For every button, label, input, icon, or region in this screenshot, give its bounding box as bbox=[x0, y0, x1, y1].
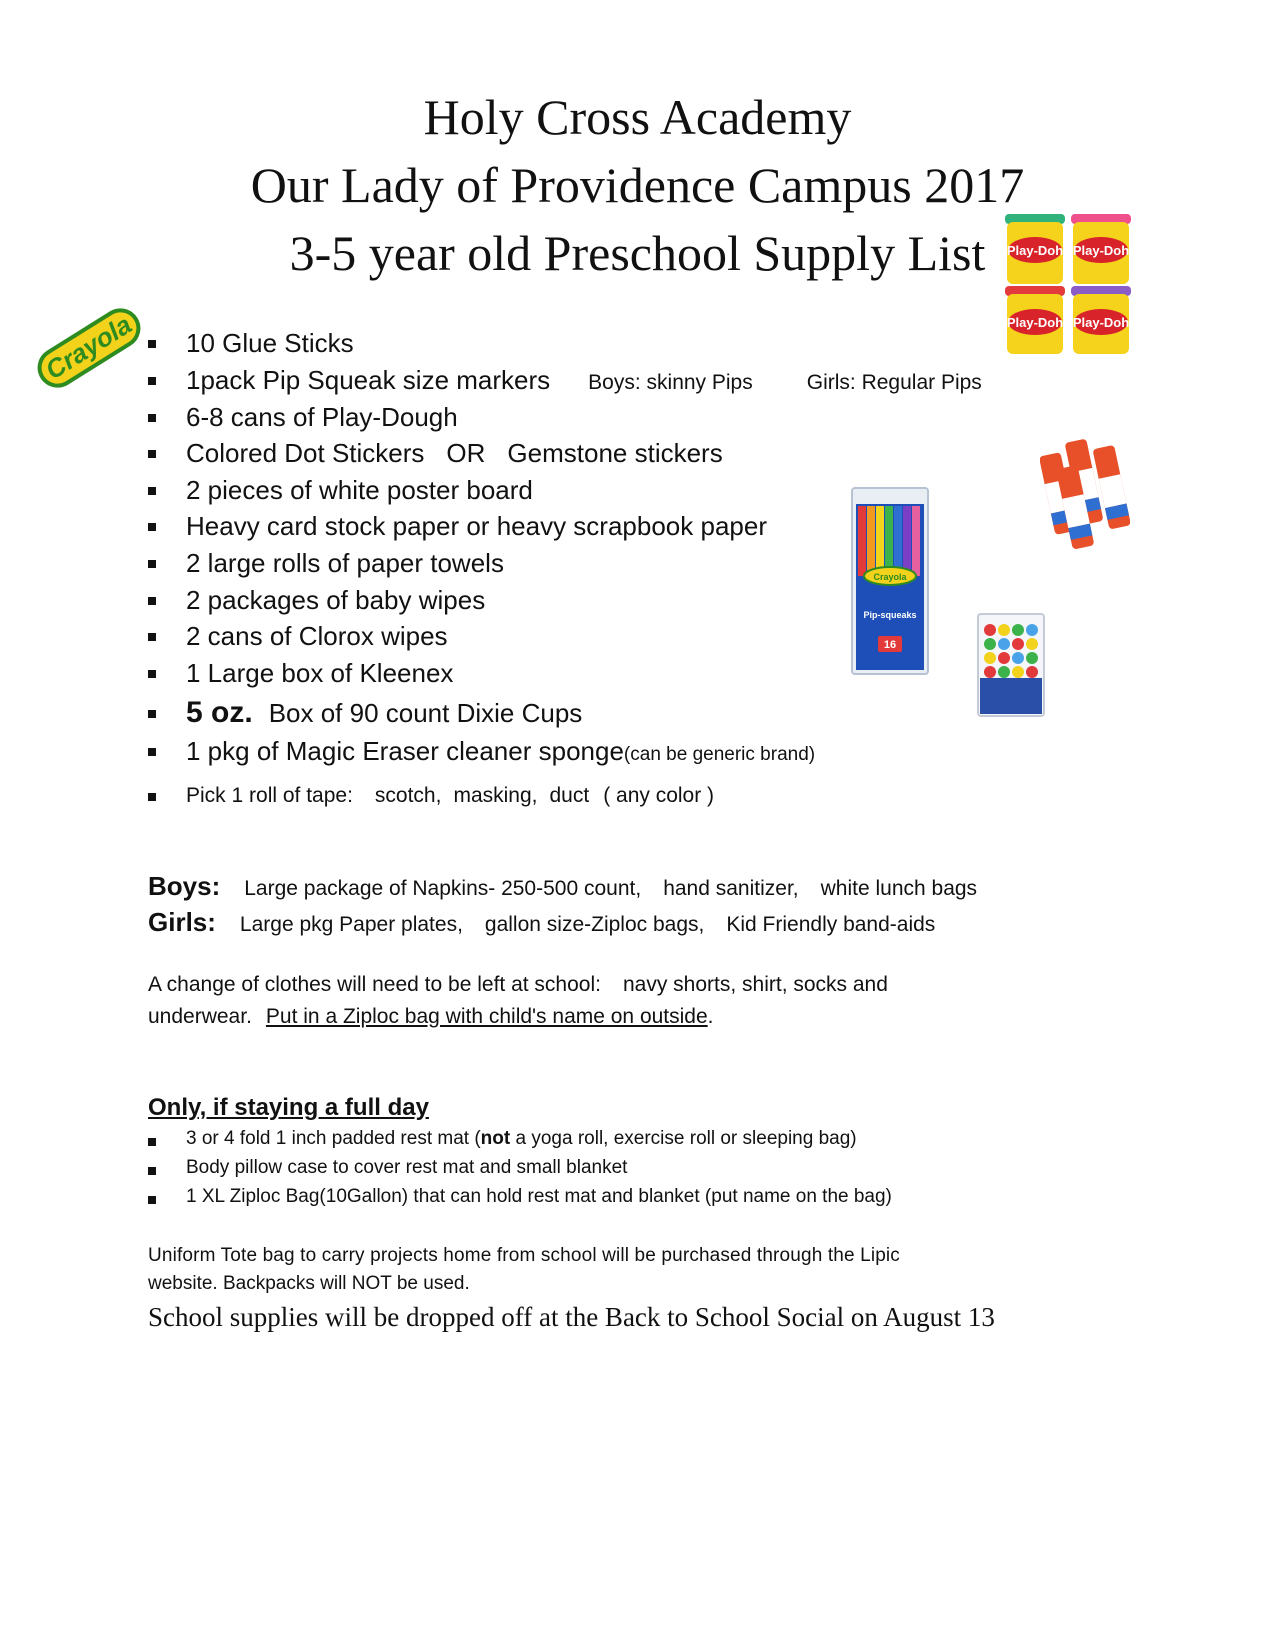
stickers-or: OR bbox=[446, 438, 486, 468]
girls-line bbox=[148, 906, 935, 941]
girls-item-3: Kid Friendly band-aids bbox=[726, 913, 936, 936]
pipsqueaks-brand: Crayola bbox=[873, 572, 907, 582]
cups-text: Box of 90 count Dixie Cups bbox=[268, 698, 583, 728]
tape-option-masking: masking, bbox=[453, 784, 538, 807]
dot-stickers-image bbox=[976, 612, 1046, 718]
markers-boys-note: Boys: skinny Pips bbox=[588, 371, 753, 394]
title-line-1: Holy Cross Academy bbox=[423, 89, 852, 145]
tape-option-duct: duct bbox=[549, 784, 590, 807]
dropoff-note: School supplies will be dropped off at the Back to School Social on August 13 bbox=[148, 1302, 995, 1332]
pipsqueaks-count: 16 bbox=[883, 639, 897, 651]
full-day-heading: Only, if staying a full day bbox=[148, 1094, 429, 1121]
markers-girls-note: Girls: Regular Pips bbox=[806, 371, 982, 394]
tape-any-color: ( any color ) bbox=[603, 784, 715, 807]
eraser-text: 1 pkg of Magic Eraser cleaner sponge bbox=[186, 736, 624, 766]
cups-size: 5 oz. bbox=[186, 696, 253, 729]
girls-label: Girls: bbox=[148, 907, 216, 937]
tape-option-scotch: scotch, bbox=[374, 784, 442, 807]
eraser-note: (can be generic brand) bbox=[623, 744, 816, 765]
stickers-option-1: Colored Dot Stickers bbox=[186, 438, 425, 468]
glue-sticks-image bbox=[1040, 436, 1130, 556]
boys-label: Boys: bbox=[148, 871, 221, 901]
playdoh-cans-image bbox=[1003, 210, 1133, 358]
crayola-logo-text: Crayola bbox=[40, 309, 137, 386]
boys-item-2: hand sanitizer, bbox=[663, 877, 799, 900]
markers-item-text: 1pack Pip Squeak size markers bbox=[186, 365, 551, 395]
boys-item-3: white lunch bags bbox=[820, 877, 978, 900]
pipsqueaks-markers-image bbox=[850, 486, 930, 676]
boys-item-1: Large package of Napkins- 250-500 count, bbox=[244, 877, 642, 900]
title-line-2: Our Lady of Providence Campus 2017 bbox=[250, 157, 1025, 213]
stickers-option-2: Gemstone stickers bbox=[507, 438, 723, 468]
clothes-line-1: A change of clothes will need to be left at school: navy shorts, shirt, socks and bbox=[148, 973, 888, 996]
title-line-3: 3-5 year old Preschool Supply List bbox=[289, 225, 986, 281]
playdoh-label-2: Play-Doh bbox=[1072, 243, 1130, 258]
boys-line bbox=[148, 870, 977, 905]
girls-item-2: gallon size-Ziploc bags, bbox=[484, 913, 705, 936]
playdoh-label-3: Play-Doh bbox=[1006, 315, 1064, 330]
tape-text: Pick 1 roll of tape: bbox=[186, 784, 353, 807]
tote-line-1: Uniform Tote bag to carry projects home from school will be purchased through the Lipic bbox=[148, 1245, 900, 1266]
ziploc-instruction: Put in a Ziploc bag with child's name on outside bbox=[265, 1005, 708, 1028]
pipsqueaks-name: Pip-squeaks bbox=[863, 610, 917, 620]
playdoh-label-1: Play-Doh bbox=[1006, 243, 1064, 258]
tote-line-2: website. Backpacks will NOT be used. bbox=[148, 1273, 470, 1294]
crayola-logo-image bbox=[30, 298, 148, 398]
girls-item-1: Large pkg Paper plates, bbox=[239, 913, 463, 936]
clothes-line-2: underwear. Put in a Ziploc bag with child's name on outside. bbox=[148, 1005, 714, 1028]
playdoh-label-4: Play-Doh bbox=[1072, 315, 1130, 330]
